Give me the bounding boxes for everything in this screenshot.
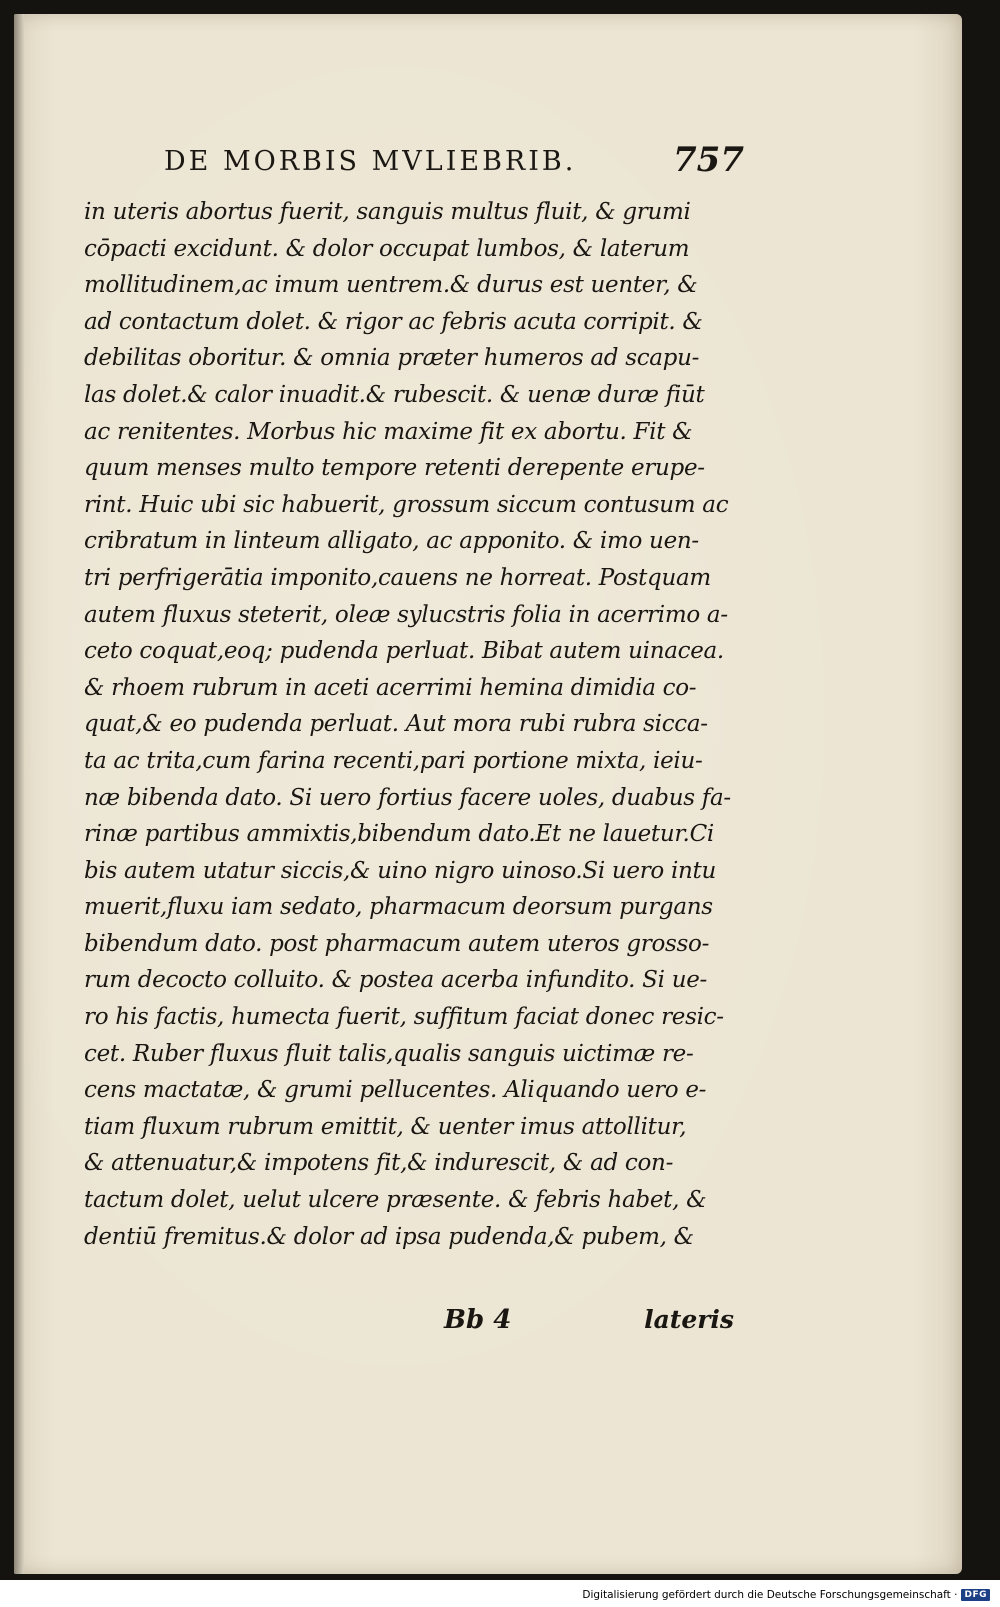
text-line: tiam fluxum rubrum emittit, & uenter imus attollitur, [84, 1113, 687, 1140]
page-gutter-edge [14, 14, 24, 1574]
text-line: & attenuatur,& impotens fit,& indurescit, & ad con- [84, 1150, 674, 1177]
page-footer [84, 1305, 734, 1345]
text-line: cens mactatæ, & grumi pellucentes. Aliquando uero e- [84, 1077, 707, 1104]
text-line: rum decocto colluito. & postea acerba infundito. Si ue- [84, 967, 707, 994]
text-line: las dolet.& calor inuadit.& rubescit. & uenæ duræ fiūt [84, 381, 705, 408]
text-line: rint. Huic ubi sic habuerit, grossum siccum contusum ac [84, 491, 729, 518]
body-text [84, 194, 734, 1255]
text-line: muerit,fluxu iam sedato, pharmacum deorsum purgans [84, 894, 713, 921]
text-line: ac renitentes. Morbus hic maxime fit ex abortu. Fit & [84, 418, 693, 445]
text-line: ta ac trita,cum farina recenti,pari portione mixta, ieiu- [84, 747, 703, 774]
text-line: mollitudinem,ac imum uentrem.& durus est uenter, & [84, 272, 698, 299]
running-head [164, 140, 744, 184]
signature-mark: Bb 4 [444, 1305, 512, 1335]
text-line: tactum dolet, uelut ulcere præsente. & febris habet, & [84, 1187, 707, 1214]
text-line: debilitas oboritur. & omnia præter humeros ad scapu- [84, 345, 700, 372]
dfg-logo-icon: DFG [961, 1589, 990, 1601]
text-line: næ bibenda dato. Si uero fortius facere uoles, duabus fa- [84, 784, 731, 811]
text-line: dentiū fremitus.& dolor ad ipsa pudenda,& pubem, & [84, 1223, 694, 1250]
text-line: bis autem utatur siccis,& uino nigro uinoso.Si uero intu [84, 857, 716, 884]
text-line: rinæ partibus ammixtis,bibendum dato.Et ne lauetur.Ci [84, 821, 714, 848]
digitization-credit [582, 1585, 990, 1605]
text-line: ro his factis, humecta fuerit, suffitum faciat donec resic- [84, 1004, 724, 1031]
page-number: 757 [673, 140, 744, 180]
text-line: cet. Ruber fluxus fluit talis,qualis sanguis uictimæ re- [84, 1040, 694, 1067]
credit-text: Digitalisierung gefördert durch die Deutsche Forschungsgemeinschaft · [582, 1589, 958, 1601]
text-line: ad contactum dolet. & rigor ac febris acuta corripit. & [84, 308, 703, 335]
text-line: autem fluxus steterit, oleæ sylucstris folia in acerrimo a- [84, 601, 728, 628]
text-line: quum menses multo tempore retenti derepente erupe- [84, 455, 705, 482]
catchword: lateris [644, 1305, 734, 1334]
text-line: tri perfrigerātia imponito,cauens ne horreat. Postquam [84, 564, 711, 591]
text-line: cribratum in linteum alligato, ac apponito. & imo uen- [84, 528, 699, 555]
running-title: DE MORBIS MVLIEBRIB. [164, 146, 577, 177]
text-line: bibendum dato. post pharmacum autem uteros grosso- [84, 930, 710, 957]
text-line: & rhoem rubrum in aceti acerrimi hemina dimidia co- [84, 674, 697, 701]
text-line: cōpacti excidunt. & dolor occupat lumbos, & laterum [84, 235, 690, 262]
text-line: quat,& eo pudenda perluat. Aut mora rubi rubra sicca- [84, 711, 708, 738]
text-line: ceto coquat,eoq; pudenda perluat. Bibat autem uinacea. [84, 638, 724, 665]
text-line: in uteris abortus fuerit, sanguis multus fluit, & grumi [84, 199, 691, 225]
book-page [14, 14, 962, 1574]
